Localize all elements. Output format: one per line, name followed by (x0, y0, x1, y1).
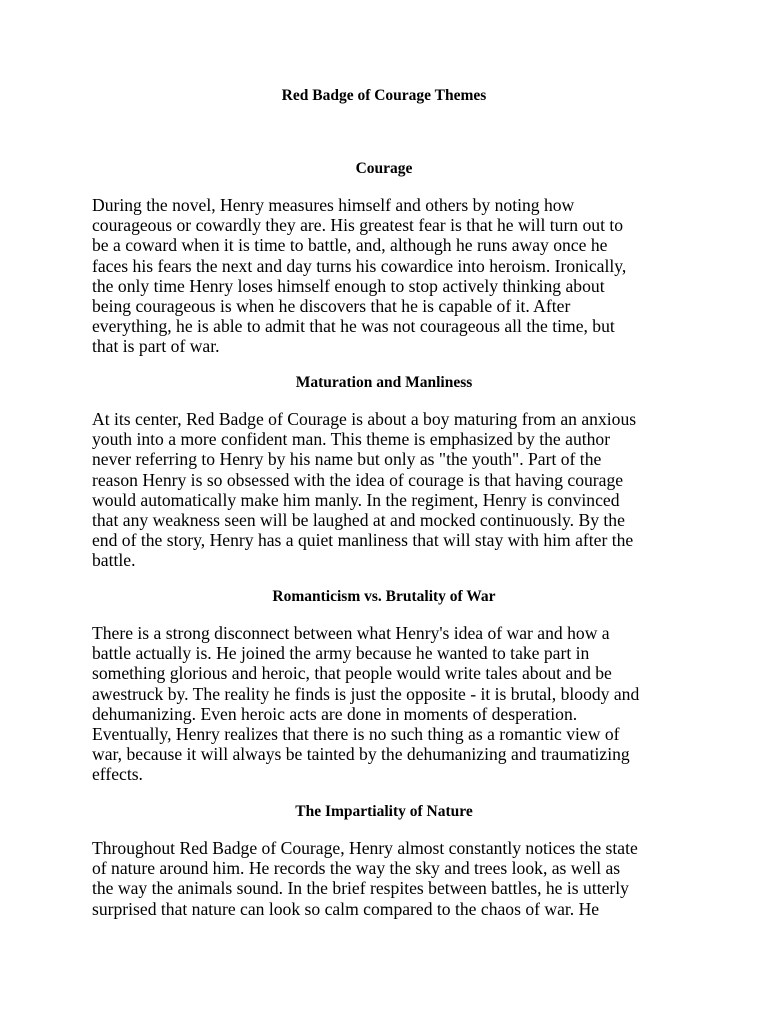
text-line: During the novel, Henry measures himself and others by noting how (92, 195, 575, 215)
text-line: would automatically make him manly. In the regiment, Henry is convinced (92, 489, 620, 510)
section-heading-nature: The Impartiality of Nature (295, 803, 473, 820)
text-line: everything, he is able to admit that he was not courageous all the time, but (92, 316, 615, 337)
section-heading-maturation: Maturation and Manliness (295, 374, 473, 391)
text-line: battle. (92, 550, 136, 571)
text-line: the only time Henry loses himself enough to stop actively thinking about (92, 275, 605, 296)
text-line: the way the animals sound. In the brief respites between battles, he is utterly (92, 878, 629, 899)
text-line: Throughout Red Badge of Courage, Henry almost constantly notices the state (92, 838, 638, 858)
text-line: Eventually, Henry realizes that there is no such thing as a romantic view of (92, 723, 620, 744)
text-line: youth into a more confident man. This theme is emphasized by the author (92, 429, 611, 450)
text-line: being courageous is when he discovers that he is capable of it. After (92, 295, 571, 316)
text-line: There is a strong disconnect between what Henry's idea of war and how a (92, 623, 610, 643)
text-line: battle actually is. He joined the army because he wanted to take part in (92, 643, 590, 664)
text-line: courageous or cowardly they are. His greatest fear is that he will turn out to (92, 215, 624, 236)
text-line: faces his fears the next and day turns his cowardice into heroism. Ironically, (92, 255, 627, 276)
text-line: awestruck by. The reality he finds is just the opposite - it is brutal, bloody and (92, 683, 640, 704)
text-line: At its center, Red Badge of Courage is about a boy maturing from an anxious (92, 409, 637, 429)
text-line: reason Henry is so obsessed with the idea of courage is that having courage (92, 469, 624, 490)
text-line: war, because it will always be tainted by the dehumanizing and traumatizing (92, 744, 630, 765)
text-line: that is part of war. (92, 336, 220, 357)
text-line: effects. (92, 764, 143, 785)
text-line: never referring to Henry by his name but only as "the youth". Part of the (92, 449, 602, 470)
section-paragraph-maturation (92, 409, 676, 571)
section-paragraph-courage (92, 195, 676, 357)
text-line: surprised that nature can look so calm compared to the chaos of war. He (92, 898, 600, 919)
text-line: something glorious and heroic, that people would write tales about and be (92, 663, 612, 684)
text-line: end of the story, Henry has a quiet manliness that will stay with him after the (92, 530, 634, 551)
text-line: be a coward when it is time to battle, and, although he runs away once he (92, 235, 608, 256)
text-line: of nature around him. He records the way the sky and trees look, as well as (92, 858, 621, 879)
section-paragraph-nature (92, 838, 676, 919)
section-heading-romanticism: Romanticism vs. Brutality of War (272, 588, 496, 605)
text-line: dehumanizing. Even heroic acts are done in moments of desperation. (92, 703, 578, 724)
section-heading-courage: Courage (355, 160, 413, 177)
text-line: that any weakness seen will be laughed at and mocked continuously. By the (92, 509, 625, 530)
section-paragraph-romanticism (92, 623, 676, 785)
document-title: Red Badge of Courage Themes (281, 87, 487, 104)
